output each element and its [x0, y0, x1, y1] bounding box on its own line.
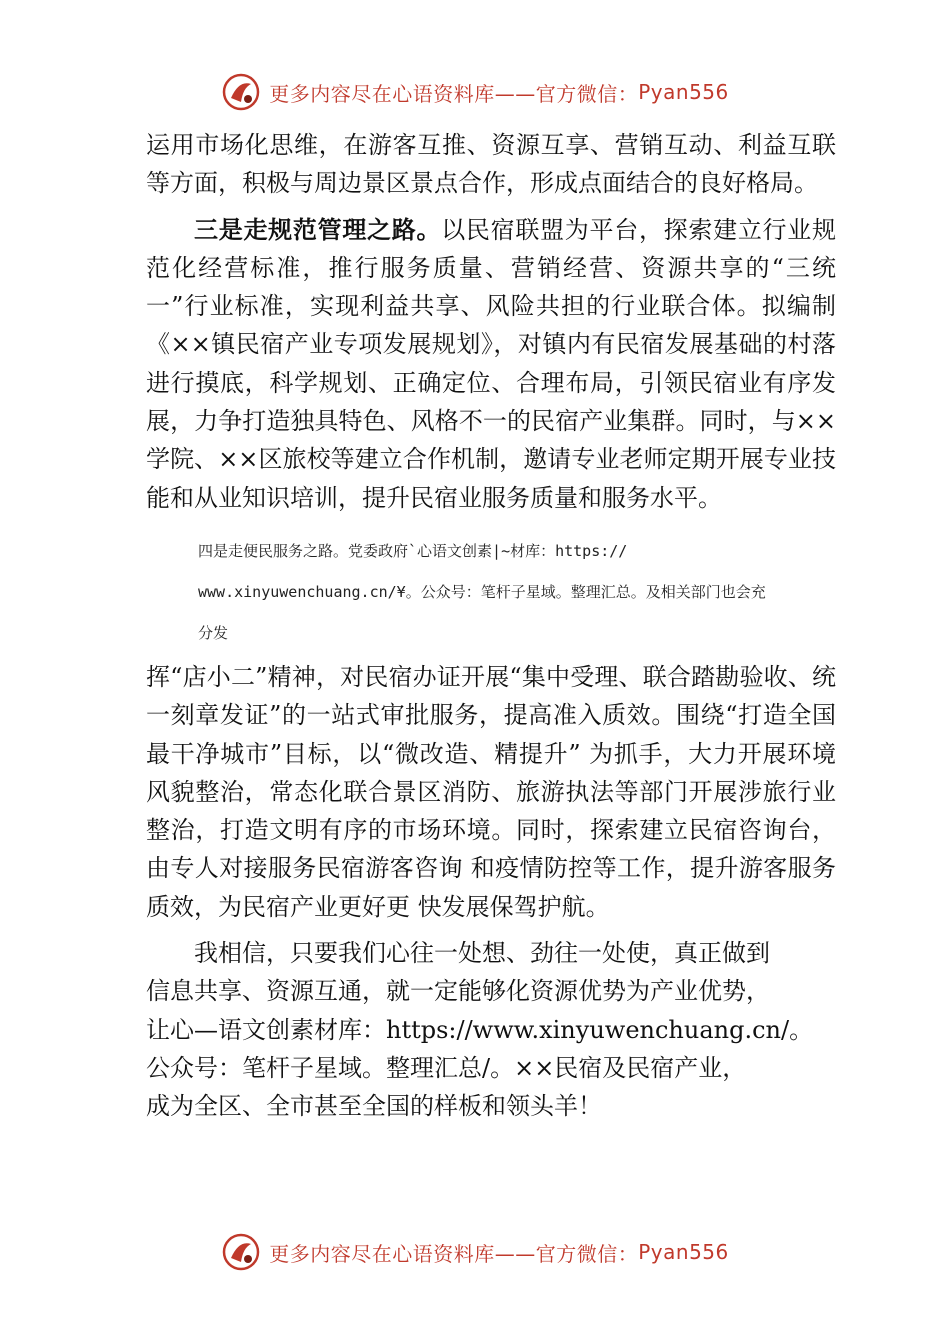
logo-icon	[221, 1232, 261, 1272]
paragraph-3: 挥“店小二”精神，对民宿办证开展“集中受理、联合踏勘验收、统一刻章发证”的一站式审批服务，提高准入质效。围绕“打造全国最干净城市”目标，以“微改造、精提升” 为抓手，大力开展环境风貌整治，常态化联合景区消防、旅游执法等部门开展涉旅行业整治，打造文明有序的市场环境。同时，探索建立民宿咨询台，由专人对接服务民宿游客咨询 和疫情防控等工作，提升游客服务质效，为民宿产业更好更 快发展保驾护航。	[146, 662, 836, 921]
small-line-2: www.xinyuwenchuang.cn/¥。公众号：笔杆子星域。整理汇总。及相关部门也会充	[198, 582, 766, 601]
small-text-block	[198, 531, 836, 654]
banner-wechat: Pyan556	[638, 80, 729, 104]
paragraph-2-lead: 三是走规范管理之路。	[194, 215, 442, 244]
paragraph-4-line-1: 我相信，只要我们心往一处想、劲往一处使，真正做到	[194, 939, 770, 968]
paragraph-4-line-4: 公众号：笔杆子星域。整理汇总/。××民宿及民宿产业，	[146, 1053, 747, 1082]
logo-icon	[221, 72, 261, 112]
banner-text: 更多内容尽在心语资料库——官方微信：	[269, 81, 639, 106]
small-line-3: 分发	[198, 623, 229, 642]
paragraph-4	[146, 934, 836, 1125]
header-banner	[0, 70, 950, 114]
paragraph-2-text: 以民宿联盟为平台，探索建立行业规范化经营标准，推行服务质量、营销经营、资源共享的“三统一”行业标准，实现利益共享、风险共担的行业联合体。拟编制《××镇民宿产业专项发展规划》，对镇内有民宿发展基础的村落进行摸底，科学规划、正确定位、合理布局，引领民宿业有序发展，力争打造独具特色、风格不一的民宿产业集群。同时，与××学院、××区旅校等建立合作机制，邀请专业老师定期开展专业技能和从业知识培训，提升民宿业服务质量和服务水平。	[146, 215, 837, 512]
paragraph-4-line-5: 成为全区、全市甚至全国的样板和领头羊！	[146, 1092, 602, 1121]
paragraph-1: 运用市场化思维，在游客互推、资源互享、营销互动、利益互联等方面，积极与周边景区景点合作，形成点面结合的良好格局。	[146, 131, 836, 198]
paragraph-4-line-3: 让心—语文创素材库：https://www.xinyuwenchuang.cn/。	[146, 1015, 814, 1044]
document-body	[146, 126, 836, 1126]
paragraph-2	[146, 211, 836, 517]
footer-banner-text: 更多内容尽在心语资料库——官方微信：	[269, 1241, 639, 1266]
footer-banner-wechat: Pyan556	[638, 1240, 729, 1264]
paragraph-4-line-2: 信息共享、资源互通，就一定能够化资源优势为产业优势，	[146, 977, 770, 1006]
footer-banner	[0, 1230, 950, 1274]
small-line-1: 四是走便民服务之路。党委政府`心语文创素|~材库：https://	[198, 541, 628, 560]
